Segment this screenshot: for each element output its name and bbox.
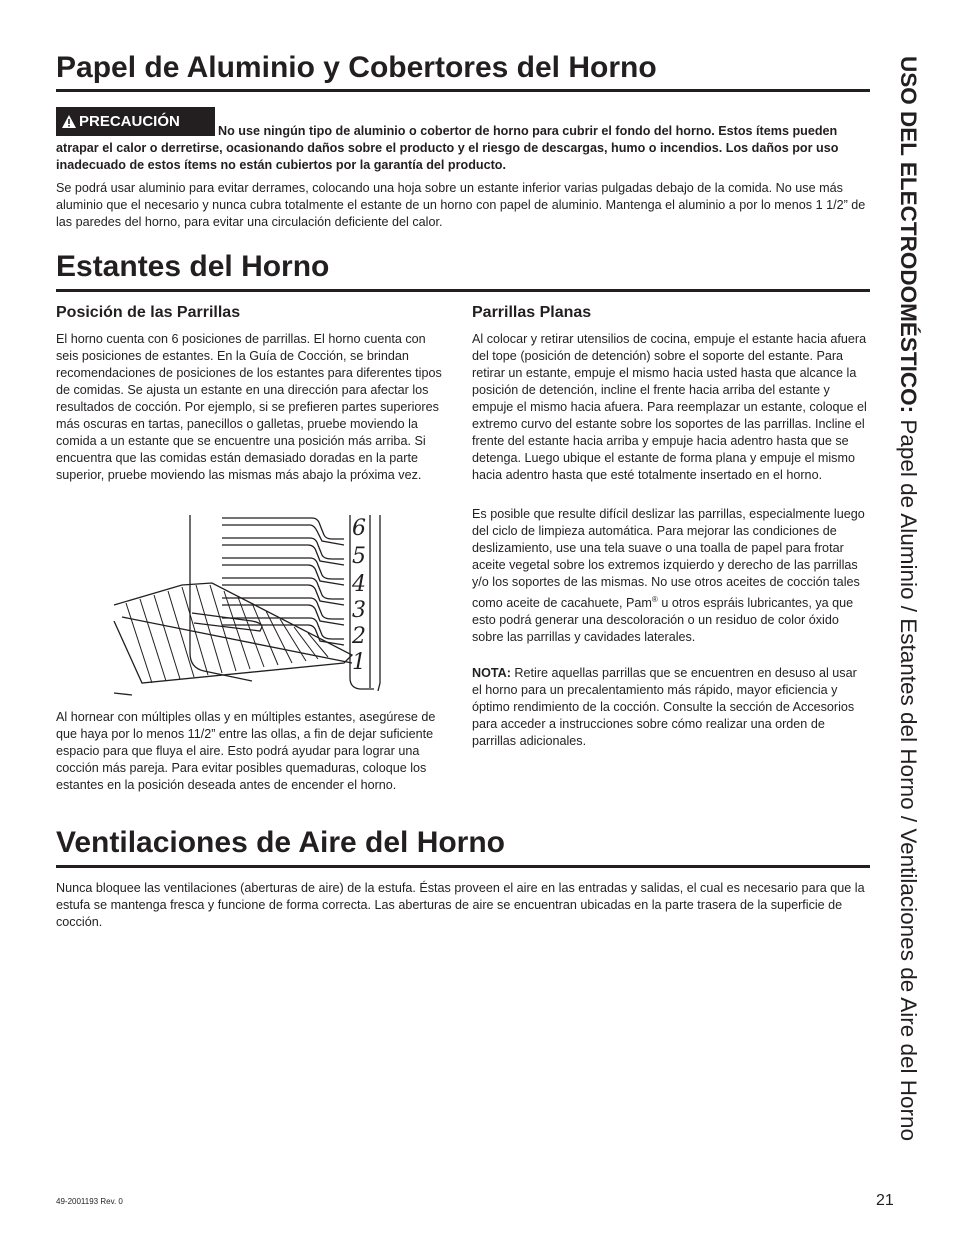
posicion-parrillas-text: El horno cuenta con 6 posiciones de parrillas. El horno cuenta con seis posiciones de estantes. En la Guía de Cocción, se brindan recomendaciones de posiciones de los estantes para diferentes tipos de comidas. Se ajusta un estante en una dirección para afectar los resultados de cocción. Por ejemplo, si se prefieren partes superiores más oscuras en tartas, panecillos o galletas, pruebe moviendo la comida a un estante que se encuentre una posición más arriba. Si encuentra que las comidas están demasiado doradas en la parte superior, pruebe moviendo las mismas más abajo la próxima vez. bbox=[56, 332, 442, 482]
title-rule bbox=[56, 865, 870, 868]
deslizar-parrillas-text: Es posible que resulte difícil deslizar las parrillas, especialmente luego del ciclo de limpieza automática. Para mejorar las condiciones de deslizamiento, use una tela suave o una toalla de papel para frotar aceite vegetal sobre los extremos izquierdo y derecho de las parrillas y/o los soportes de las mismas. No use otros aceites de cocción tales como aceite de cacahuete, Pam® u otros espráis lubricantes, ya que esto podrá generar una descoloración o un residuo de color óxido sobre las parrillas y cavidades laterales. bbox=[472, 507, 865, 645]
rack-position-6: 6 bbox=[352, 516, 366, 541]
rack-position-1: 1 bbox=[352, 650, 366, 675]
ventilaciones-body: Nunca bloquee las ventilaciones (aberturas de aire) de la estufa. Éstas proveen el aire en las entradas y salidas, el cual es necesario para que la estufa se mantenga fresca y funcione de forma correcta. Las aberturas de aire se encuentran ubicadas en la parte trasera de la superficie de cocción. bbox=[56, 881, 865, 929]
caution-label: PRECAUCIÓN bbox=[79, 113, 180, 130]
rack-position-2: 2 bbox=[352, 624, 366, 649]
sidebar-title-bold: USO DEL ELECTRODOMÉSTICO: bbox=[896, 56, 921, 414]
page-number: 21 bbox=[876, 1192, 894, 1209]
title-rule bbox=[56, 289, 870, 292]
nota-label: NOTA: bbox=[472, 666, 511, 680]
sidebar-vertical-title bbox=[893, 56, 923, 1176]
section-title-estantes: Estantes del Horno bbox=[56, 250, 330, 283]
parrillas-planas-text: Al colocar y retirar utensilios de cocina, empuje el estante hacia afuera del tope (posición de detención) sobre el soporte del estante. Para retirar un estante, empuje el mismo hacia usted hasta que alcance la posición de detención, incline el frente hacia arriba del estante y empuje el mismo hacia afuera. Para reemplazar un estante, coloque el extremo curvo del estante sobre los soportes de las parrillas. Incline el frente del estante hacia arriba y empuje hacia adentro hasta que se detenga. Luego ubique el estante de forma plana y empuje el mismo hacia adentro hasta que esté totalmente insertado en el horno. bbox=[472, 332, 867, 482]
rack-position-4: 4 bbox=[352, 572, 366, 597]
section-title-ventilaciones: Ventilaciones de Aire del Horno bbox=[56, 826, 506, 859]
multiples-ollas-text: Al hornear con múltiples ollas y en múltiples estantes, asegúrese de que haya por lo menos 11/2” entre las ollas, a fin de dejar suficiente espacio para que fluya el aire. Esto podrá ayudar para lograr una cocción más pareja. Para evitar posibles quemaduras, coloque los estantes en la posición deseada antes de encender el horno. bbox=[56, 710, 436, 792]
rack-position-5: 5 bbox=[352, 544, 366, 569]
oven-rack-diagram bbox=[112, 513, 386, 696]
aluminio-body: Se podrá usar aluminio para evitar derrames, colocando una hoja sobre un estante inferior varias pulgadas debajo de la comida. No use más aluminio que el necesario y nunca cubra totalmente el estante de un horno con papel de aluminio. Mantenga el aluminio a por lo menos 1 1/2” de las paredes del horno, para evitar una circulación deficiente del calor. bbox=[56, 181, 866, 229]
rack-position-3: 3 bbox=[352, 598, 366, 623]
document-number: 49-2001193 Rev. 0 bbox=[56, 1197, 123, 1206]
heading-parrillas-planas: Parrillas Planas bbox=[472, 304, 592, 321]
nota-text: NOTA: Retire aquellas parrillas que se encuentren en desuso al usar el horno para un precalentamiento más rápido, mayor eficiencia y óptimo rendimiento de la cocción. Consulte la sección de Accesorios para acceder a instrucciones sobre cómo realizar una orden de parrillas adicionales. bbox=[472, 666, 857, 748]
title-rule bbox=[56, 89, 870, 92]
heading-posicion-parrillas: Posición de las Parrillas bbox=[56, 304, 241, 321]
caution-text: No use ningún tipo de aluminio o cobertor de horno para cubrir el fondo del horno. Estos ítems pueden atrapar el calor o derretirse, ocasionando daños sobre el producto y el riesgo de descargas, humo o incendios. Los daños por uso inadecuado de estos ítems no están cubiertos por la garantía del producto. bbox=[56, 124, 839, 172]
section-title-aluminio: Papel de Aluminio y Cobertores del Horno bbox=[56, 51, 657, 84]
sidebar-title-light: Papel de Aluminio / Estantes del Horno / Ventilaciones de Aire del Horno bbox=[896, 413, 921, 1142]
